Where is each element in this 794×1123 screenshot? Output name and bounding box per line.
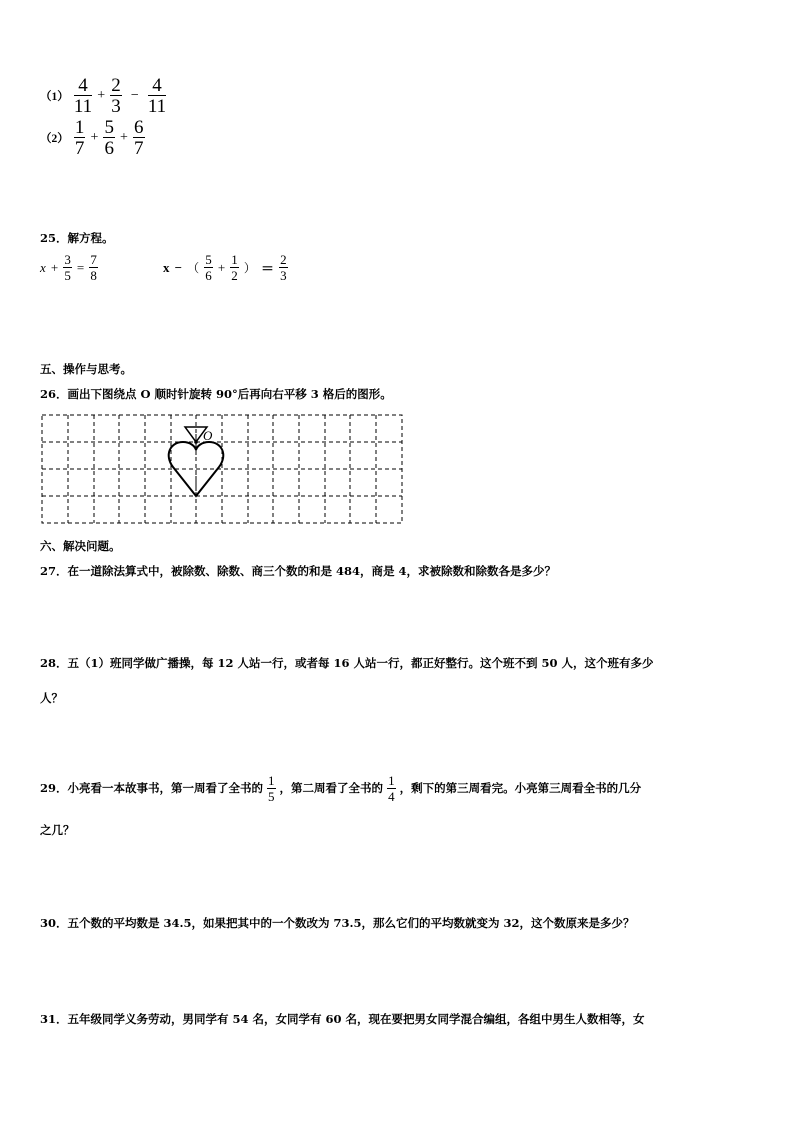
- fraction: $\frac{1}{7}$: [74, 117, 85, 159]
- fraction: $\frac{4}{11}$: [147, 75, 167, 117]
- fraction: $\frac{6}{7}$: [134, 117, 144, 159]
- fraction: $\frac{1}{2}$: [231, 252, 238, 283]
- operator: +: [97, 88, 106, 103]
- exercise-item-2: [40, 118, 145, 158]
- operator: −: [130, 88, 139, 103]
- variable: x: [163, 259, 170, 275]
- question-27: 27．在一道除法算式中，被除数、除数、商三个数的和是 484，商是 4，求被除数和除数各是多少？: [40, 564, 557, 578]
- operator: ＝: [260, 261, 274, 276]
- point-o-label: O: [203, 428, 213, 443]
- operator: +: [50, 259, 59, 275]
- point-o: [194, 440, 198, 444]
- item-label: （2）: [40, 133, 69, 145]
- operator: =: [76, 259, 85, 275]
- operator: +: [90, 130, 99, 145]
- equation-1: [40, 253, 98, 282]
- question-28-line-1: 28．五（1）班同学做广播操，每 12 人站一行，或者每 16 人站一行，都正好整行。这个班不到 50 人，这个班有多少: [40, 656, 654, 670]
- fraction: $\frac{5}{6}$: [205, 252, 212, 283]
- section-5-title: 五、操作与思考。: [40, 362, 132, 376]
- question-29-line-1: 29．小亮看一本故事书，第一周看了全书的 $\frac{1}{5}$ ，第二周看了全书的 $\frac{1}{4}$ ，剩下的第三周看完。小亮第三周看全书的几分: [40, 773, 642, 804]
- fraction: $\frac{5}{6}$: [104, 117, 114, 159]
- fraction: $\frac{1}{5}$: [268, 773, 275, 804]
- fraction: $\frac{2}{3}$: [111, 75, 121, 117]
- question-25-title: 25．解方程。: [40, 231, 114, 245]
- fraction: $\frac{1}{4}$: [388, 773, 395, 804]
- dashed-grid: [42, 415, 402, 523]
- equation-2: [163, 253, 288, 282]
- section-6-title: 六、解决问题。: [40, 539, 121, 553]
- fraction: $\frac{2}{3}$: [280, 252, 287, 283]
- rotation-grid-figure: [40, 412, 406, 526]
- exercise-item-1: [40, 76, 166, 116]
- question-30: 30．五个数的平均数是 34.5，如果把其中的一个数改为 73.5，那么它们的平均数就变为 32，这个数原来是多少？: [40, 916, 635, 930]
- question-29-line-2: 之几？: [40, 823, 75, 837]
- question-26-title: 26．画出下图绕点 O 顺时针旋转 90°后再向右平移 3 格后的图形。: [40, 387, 392, 401]
- operator: +: [217, 259, 226, 275]
- variable: x: [40, 259, 46, 275]
- fraction: $\frac{4}{11}$: [73, 75, 93, 117]
- paren: ）: [243, 261, 256, 275]
- paren: （: [187, 261, 200, 275]
- fraction: $\frac{3}{5}$: [64, 252, 71, 283]
- operator: −: [174, 259, 183, 275]
- fraction: $\frac{7}{8}$: [90, 252, 97, 283]
- item-label: （1）: [40, 91, 69, 103]
- question-31: 31．五年级同学义务劳动，男同学有 54 名，女同学有 60 名，现在要把男女同学混合编组，各组中男生人数相等，女: [40, 1012, 645, 1026]
- question-28-line-2: 人？: [40, 691, 63, 705]
- operator: +: [120, 130, 128, 145]
